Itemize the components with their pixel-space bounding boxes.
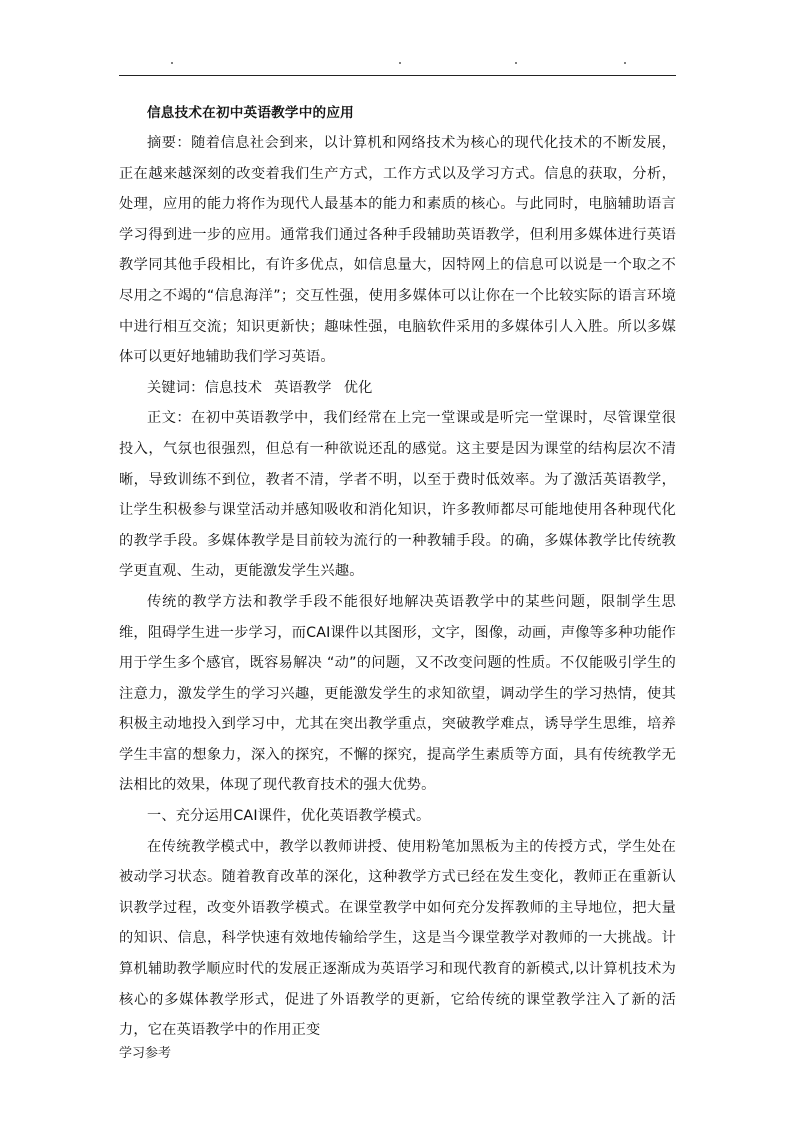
keyword: 优化	[343, 379, 373, 396]
body-paragraph-2: 传统的教学方法和教学手段不能很好地解决英语教学中的某些问题，限制学生思维，阻碍学生进一步学习，而CAI课件以其图形，文字，图像，动画，声像等多种功能作用于学生多个感官，既容易解决 “动”的问题，又不改变问题的性质。不仅能吸引学生的注意力，激发学生的学习兴趣，更能激发学生的求知欲望，调动学生的学习热情，使其积极主动地投入到学习中，尤其在突出教学重点，突破教学难点，诱导学生思维，培养学生丰富的想象力，深入的探究，不懈的探究，提高学生素质等方面，具有传统教学无法相比的效果，体现了现代教育技术的强大优势。	[119, 593, 676, 794]
keyword: 英语教学	[274, 379, 332, 396]
footer-label: 学习参考	[119, 1046, 172, 1061]
header-dots	[119, 62, 676, 72]
section-heading-1: 一、充分运用CAI课件，优化英语教学模式。	[147, 808, 431, 825]
body-paragraph-3: 在传统教学模式中，教学以教师讲授、使用粉笔加黑板为主的传授方式，学生处在被动学习状态。随着教育改革的深化，这种教学方式已经在发生变化，教师正在重新认识教学过程，改变外语教学模式。在课堂教学中如何充分发挥教师的主导地位，把大量的知识、信息，科学快速有效地传输给学生，这是当今课堂教学对教师的一大挑战。计算机辅助教学顺应时代的发展正逐渐成为英语学习和现代教育的新模式,以计算机技术为核心的多媒体教学形式，促进了外语教学的更新，它给传统的课堂教学注入了新的活力，它在英语教学中的作用正变	[119, 838, 676, 1039]
keywords-line	[119, 373, 676, 404]
abstract-paragraph: 摘要：随着信息社会到来，以计算机和网络技术为核心的现代化技术的不断发展，正在越来越深刻的改变着我们生产方式，工作方式以及学习方式。信息的获取，分析，处理，应用的能力将作为现代人最基本的能力和素质的核心。与此同时，电脑辅助语言学习得到进一步的应用。通常我们通过各种手段辅助英语教学，但利用多媒体进行英语教学同其他手段相比，有许多优点，如信息量大，因特网上的信息可以说是一个取之不尽用之不竭的“信息海洋”；交互性强，使用多媒体可以让你在一个比较实际的语言环境中进行相互交流；知识更新快；趣味性强，电脑软件采用的多媒体引人入胜。所以多媒体可以更好地辅助我们学习英语。	[119, 135, 676, 366]
body-intro-paragraph: 正文：在初中英语教学中，我们经常在上完一堂课或是听完一堂课时，尽管课堂很投入，气氛也很强烈，但总有一种欲说还乱的感觉。这主要是因为课堂的结构层次不清晰，导致训练不到位，教者不清，学者不明，以至于费时低效率。为了激活英语教学，让学生积极参与课堂活动并感知吸收和消化知识，许多教师都尽可能地使用各种现代化的教学手段。多媒体教学是目前较为流行的一种教辅手段。的确，多媒体教学比传统教学更直观、生动，更能激发学生兴趣。	[119, 410, 676, 580]
keywords-label: 关键词：	[147, 379, 205, 396]
document-body	[119, 98, 676, 1046]
document-title: 信息技术在初中英语教学中的应用	[147, 105, 354, 121]
header-rule	[119, 75, 676, 76]
keyword: 信息技术	[204, 379, 263, 396]
